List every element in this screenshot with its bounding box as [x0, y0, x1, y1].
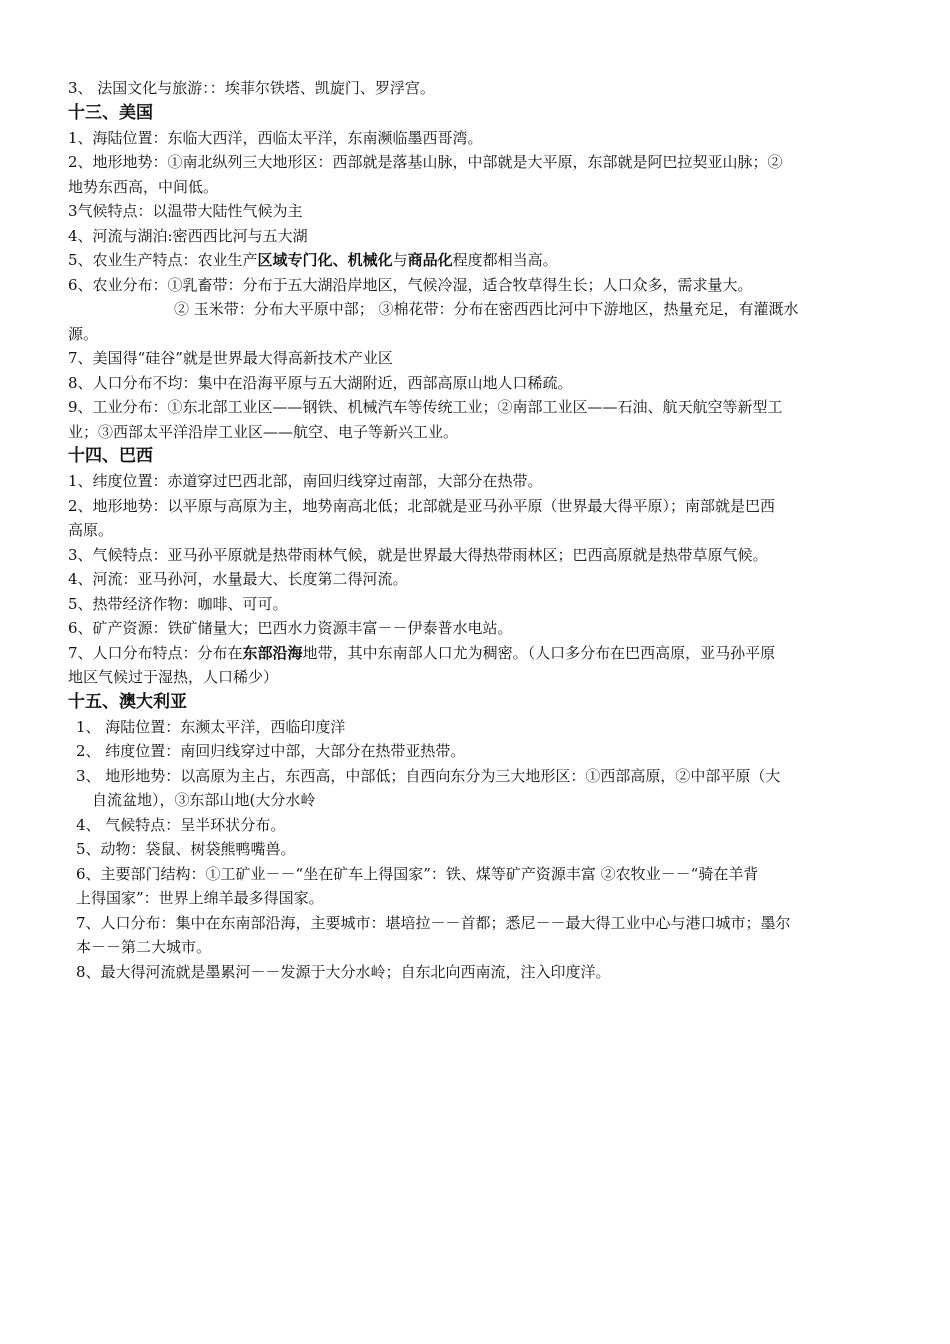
brazil-item-5: 5、热带经济作物：咖啡、可可。 — [68, 594, 288, 613]
australia-item-2: 2、 纬度位置：南回归线穿过中部，大部分在热带亚热带。 — [76, 742, 466, 760]
brazil-item-7-bold-east-coast: 东部沿海 — [242, 643, 303, 662]
australia-item-7-cont: 本－－第二大城市。 — [76, 938, 212, 956]
section-heading-australia: 十五、澳大利亚 — [68, 691, 187, 712]
australia-item-6-cont: 上得国家”：世界上绵羊最多得国家。 — [76, 889, 324, 907]
usa-item-9-cont: 业；③西部太平洋沿岸工业区——航空、电子等新兴工业。 — [68, 422, 459, 441]
australia-item-8: 8、最大得河流就是墨累河－－发源于大分水岭；自东北向西南流，注入印度洋。 — [76, 962, 611, 981]
usa-item-8: 8、人口分布不均：集中在沿海平原与五大湖附近，西部高原山地人口稀疏。 — [68, 373, 573, 392]
usa-item-5 — [68, 248, 883, 273]
document-body — [68, 76, 883, 984]
usa-item-5-text: 5、农业生产特点：农业生产 — [68, 251, 258, 269]
usa-item-5-conjunction: 与 — [392, 251, 408, 269]
usa-item-2: 2、地形地势：①南北纵列三大地形区：西部就是落基山脉，中部就是大平原，东部就是阿巴拉契亚山脉；② — [68, 153, 783, 171]
usa-item-5-bold-mechanized: 机械化 — [347, 251, 393, 269]
australia-item-6: 6、主要部门结构：①工矿业－－“坐在矿车上得国家”：铁、煤等矿产资源丰富 ②农牧业－－“骑在羊背 — [76, 864, 759, 883]
usa-item-3: 3气候特点：以温带大陆性气候为主 — [68, 202, 303, 220]
section-heading-usa: 十三、美国 — [68, 102, 153, 123]
usa-item-6-cont: ② 玉米带：分布大平原中部； ③棉花带：分布在密西西比河中下游地区，热量充足，有灌溉水 — [174, 300, 799, 318]
usa-item-7: 7、美国得“硅谷”就是世界最大得高新技术产业区 — [68, 349, 393, 367]
usa-item-6: 6、农业分布：①乳畜带：分布于五大湖沿岸地区，气候冷湿，适合牧草得生长；人口众多，需求量大。 — [68, 275, 753, 294]
australia-item-3-cont: 自流盆地），③东部山地(大分水岭 — [92, 791, 316, 809]
australia-item-7: 7、人口分布：集中在东南部沿海，主要城市：堪培拉－－首都；悉尼－－最大得工业中心与港口城市；墨尔 — [76, 913, 791, 932]
section-heading-brazil: 十四、巴西 — [68, 446, 153, 466]
usa-item-2-cont: 地势东西高，中间低。 — [68, 177, 219, 196]
australia-item-1: 1、 海陆位置：东濒太平洋，西临印度洋 — [76, 717, 346, 736]
australia-item-5: 5、动物：袋鼠、树袋熊鸭嘴兽。 — [76, 840, 296, 858]
usa-item-5-bold-commercial: 商品化 — [407, 251, 453, 269]
usa-item-1: 1、海陆位置：东临大西洋，西临太平洋，东南濒临墨西哥湾。 — [68, 128, 483, 147]
usa-item-4: 4、河流与湖泊:密西西比河与五大湖 — [68, 226, 308, 245]
brazil-item-3: 3、气候特点：亚马孙平原就是热带雨林气候，就是世界最大得热带雨林区；巴西高原就是热带草原气候。 — [68, 545, 768, 564]
brazil-item-7 — [68, 641, 883, 666]
usa-item-5-separator: 、 — [332, 251, 348, 269]
brazil-item-2-cont: 高原。 — [68, 521, 114, 539]
usa-item-6-cont2: 源。 — [68, 324, 99, 343]
brazil-item-1: 1、纬度位置：赤道穿过巴西北部，南回归线穿过南部，大部分在热带。 — [68, 472, 543, 490]
usa-item-9: 9、工业分布：①东北部工业区——钢铁、机械汽车等传统工业；②南部工业区——石油、航天航空等新型工 — [68, 398, 783, 416]
usa-item-5-tail: 程度都相当高。 — [452, 251, 558, 269]
brazil-item-4: 4、河流：亚马孙河，水量最大、长度第二得河流。 — [68, 570, 408, 588]
brazil-item-7-cont: 地区气候过于湿热，人口稀少） — [68, 668, 279, 686]
australia-item-3: 3、 地形地势：以高原为主占，东西高，中部低；自西向东分为三大地形区：①西部高原，②中部平原（大 — [76, 766, 781, 785]
france-item-3: 3、 法国文化与旅游：：埃菲尔铁塔、凯旋门、罗浮宫。 — [68, 79, 435, 97]
usa-item-5-bold-regional: 区域专门化 — [257, 251, 333, 269]
australia-item-4: 4、 气候特点：呈半环状分布。 — [76, 815, 286, 834]
brazil-item-2: 2、地形地势：以平原与高原为主，地势南高北低；北部就是亚马孙平原（世界最大得平原）；南部就是巴西 — [68, 496, 776, 515]
brazil-item-7-tail: 地带，其中东南部人口尤为稠密。（人口多分布在巴西高原，亚马孙平原 — [302, 643, 776, 662]
brazil-item-7-text: 7、人口分布特点：分布在 — [68, 643, 243, 662]
brazil-item-6: 6、矿产资源：铁矿储量大；巴西水力资源丰富－－伊泰普水电站。 — [68, 619, 513, 637]
